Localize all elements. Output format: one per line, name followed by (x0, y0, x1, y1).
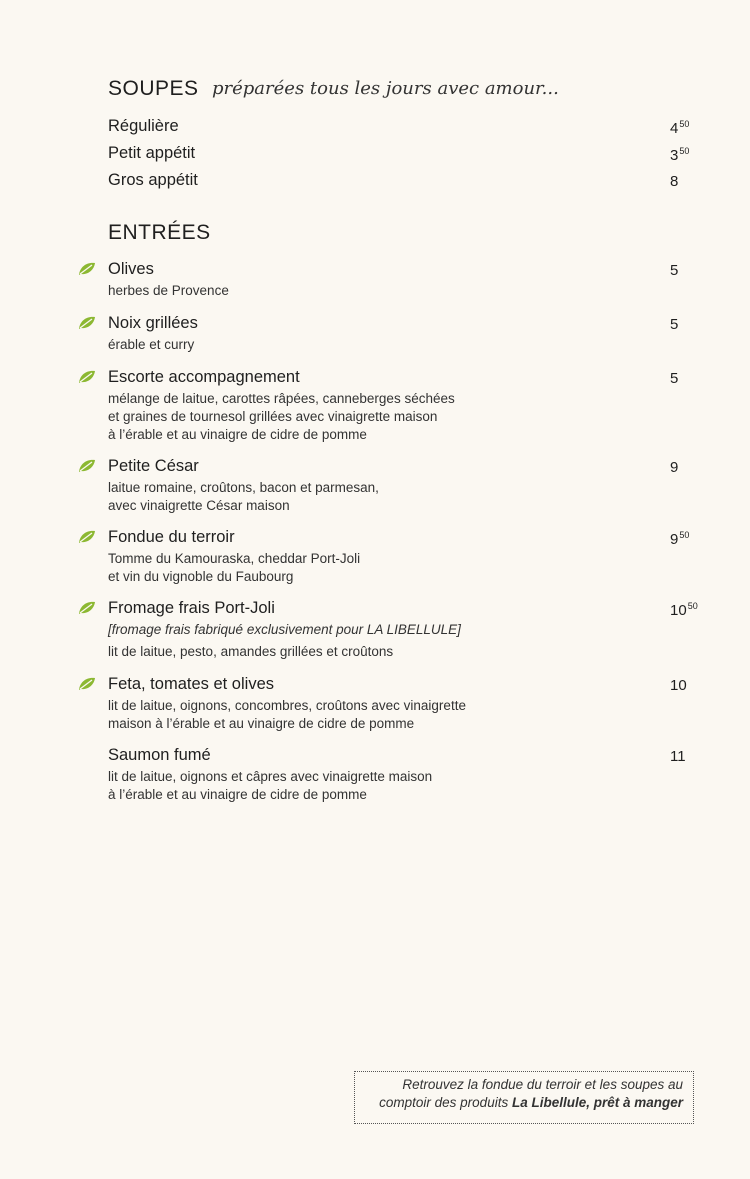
description-line: et graines de tournesol grillées avec vinaigrette maison (108, 409, 438, 424)
price-main: 5 (670, 370, 679, 387)
price-cents: 50 (679, 146, 690, 156)
price-main: 10 (670, 602, 687, 619)
description-line: à l’érable et au vinaigre de cidre de pomme (108, 427, 367, 442)
leaf-icon (78, 369, 96, 384)
price-main: 8 (670, 173, 679, 190)
description-line: et vin du vignoble du Faubourg (108, 569, 294, 584)
description-line: herbes de Provence (108, 283, 229, 298)
description-line: Tomme du Kamouraska, cheddar Port-Joli (108, 551, 361, 566)
item-price (670, 748, 686, 765)
footer-note (354, 1071, 694, 1124)
item-price (670, 601, 698, 619)
leaf-icon (78, 529, 96, 544)
item-price (670, 119, 689, 137)
item-name: Petite César (108, 457, 199, 475)
item-price (670, 677, 687, 694)
price-cents: 50 (679, 530, 690, 540)
price-cents: 50 (687, 601, 698, 611)
item-description (108, 282, 229, 300)
item-price (670, 530, 689, 548)
description-line: laitue romaine, croûtons, bacon et parmesan, (108, 480, 379, 495)
leaf-icon (78, 458, 96, 473)
price-main: 11 (670, 748, 686, 765)
description-line: mélange de laitue, carottes râpées, canneberges séchées (108, 391, 455, 406)
leaf-icon (78, 261, 96, 276)
item-name: Régulière (108, 117, 179, 135)
price-main: 9 (670, 459, 679, 476)
description-line: à l’érable et au vinaigre de cidre de pomme (108, 787, 367, 802)
price-main: 10 (670, 677, 687, 694)
soup-item (0, 117, 750, 141)
item-name: Noix grillées (108, 314, 198, 332)
price-main: 4 (670, 120, 679, 137)
item-name: Saumon fumé (108, 746, 211, 764)
item-description (108, 390, 455, 444)
item-name: Fondue du terroir (108, 528, 235, 546)
footer-line-2-prefix: comptoir des produits (379, 1095, 512, 1110)
item-description (108, 336, 194, 354)
item-description (108, 697, 466, 733)
item-price (670, 262, 678, 279)
price-main: 3 (670, 147, 679, 164)
leaf-icon (78, 315, 96, 330)
price-main: 9 (670, 531, 679, 548)
price-main: 5 (670, 262, 679, 279)
leaf-icon (78, 676, 96, 691)
item-price (670, 316, 678, 333)
item-name: Olives (108, 260, 154, 278)
item-description (108, 768, 432, 804)
item-name: Feta, tomates et olives (108, 675, 274, 693)
soupes-tagline: préparées tous les jours avec amour... (212, 78, 559, 99)
description-line: érable et curry (108, 337, 195, 352)
item-description (108, 479, 379, 515)
item-price (670, 146, 689, 164)
description-line: avec vinaigrette César maison (108, 498, 290, 513)
description-line: lit de laitue, pesto, amandes grillées et croûtons (108, 644, 394, 659)
soupes-heading: SOUPES (108, 77, 199, 100)
description-line: lit de laitue, oignons et câpres avec vinaigrette maison (108, 769, 433, 784)
footer-line-2-brand: La Libellule, prêt à manger (511, 1095, 683, 1110)
item-note: [fromage frais fabriqué exclusivement pour LA LIBELLULE] (108, 622, 461, 637)
soup-item (0, 171, 750, 195)
item-price (670, 370, 678, 387)
item-price (670, 459, 678, 476)
item-name: Petit appétit (108, 144, 196, 162)
soup-item (0, 144, 750, 168)
footer-line-1: Retrouvez la fondue du terroir et les soupes au (402, 1077, 683, 1092)
item-name: Gros appétit (108, 171, 198, 189)
description-line: lit de laitue, oignons, concombres, croûtons avec vinaigrette (108, 698, 466, 713)
description-line: maison à l’érable et au vinaigre de cidre de pomme (108, 716, 415, 731)
item-price (670, 173, 678, 190)
price-cents: 50 (679, 119, 690, 129)
item-description (108, 550, 360, 586)
price-main: 5 (670, 316, 679, 333)
item-name: Fromage frais Port-Joli (108, 599, 275, 617)
entrees-heading: ENTRÉES (108, 221, 211, 244)
leaf-icon (78, 600, 96, 615)
item-description (108, 621, 461, 661)
item-name: Escorte accompagnement (108, 368, 300, 386)
